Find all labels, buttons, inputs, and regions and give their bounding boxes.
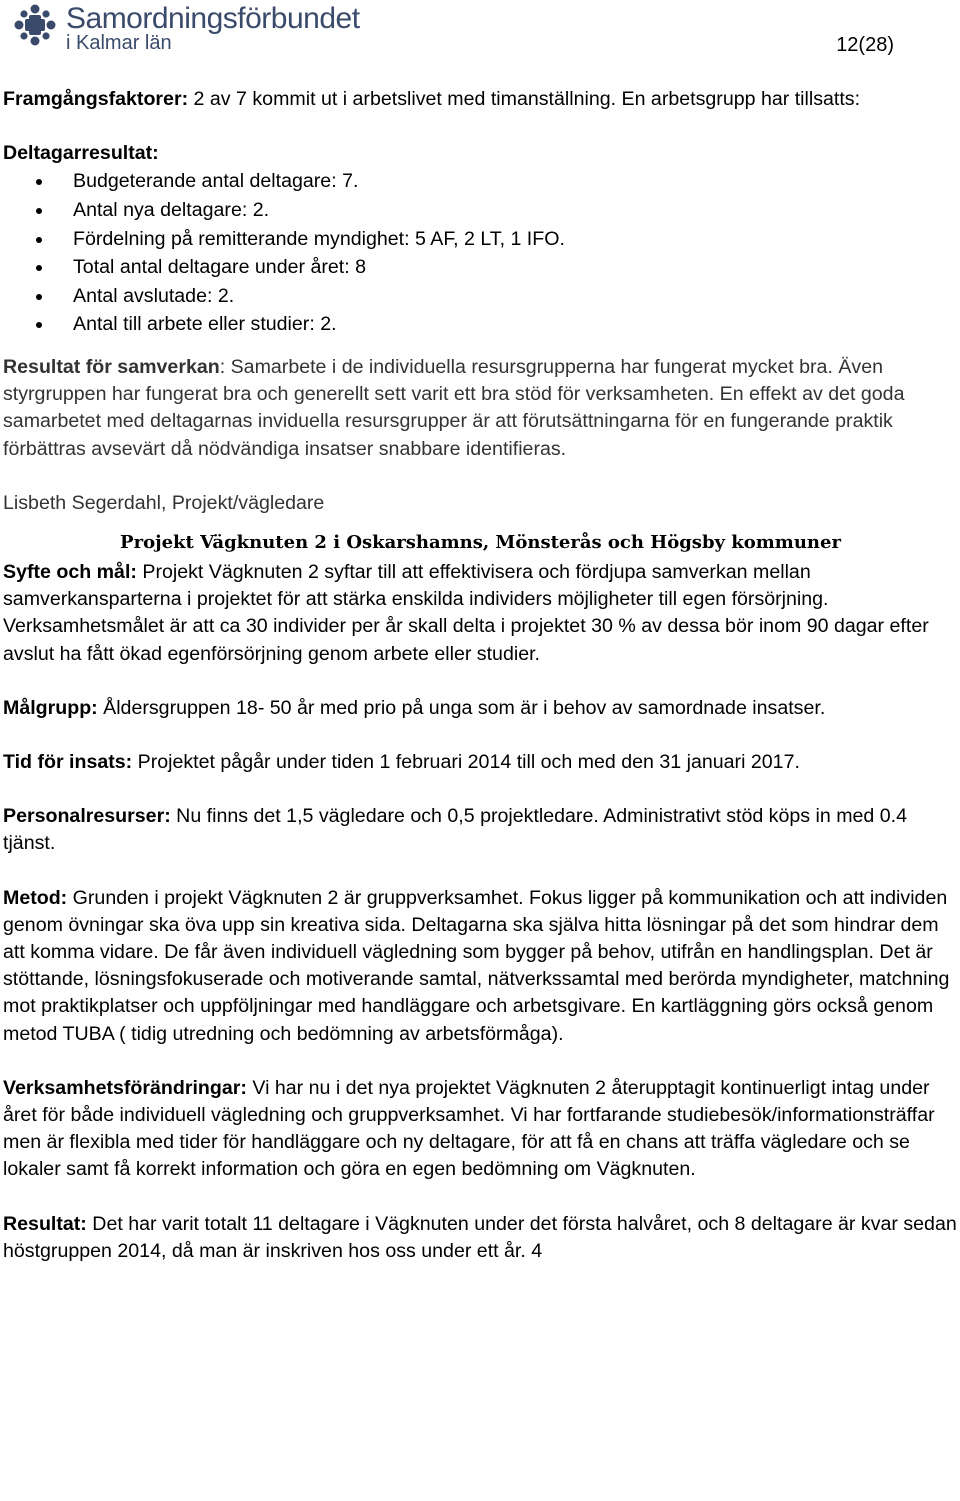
deltagarresultat-heading xyxy=(3,140,958,167)
syfte-label: Syfte och mål: xyxy=(3,560,137,583)
samverkan-paragraph xyxy=(3,354,958,463)
intro-text: 2 av 7 kommit ut i arbetslivet med timanställning. En arbetsgrupp har tillsatts: xyxy=(188,88,861,110)
personal-text: Nu finns det 1,5 vägledare och 0,5 projektledare. Administrativt stöd köps in med 0.4 tjänst. xyxy=(3,805,908,855)
personal-label: Personalresurser: xyxy=(3,805,171,828)
document-body xyxy=(3,86,958,1265)
syfte-paragraph xyxy=(3,559,958,668)
list-item: Total antal deltagare under året: 8 xyxy=(73,253,958,282)
list-item: Budgeterande antal deltagare: 7. xyxy=(73,167,958,196)
tid-label: Tid för insats: xyxy=(3,751,133,773)
malgrupp-text: Åldersgruppen 18- 50 år med prio på unga som är i behov av samordnade insatser. xyxy=(97,696,826,719)
samverkan-text: : Samarbete i de individuella resursgrupperna har fungerat mycket bra. Även styrgruppen har fungerat bra och generellt sett varit ett bra stöd för verksamheten. xyxy=(3,355,883,406)
intro-paragraph xyxy=(3,86,958,113)
list-item: Antal nya deltagare: 2. xyxy=(73,196,958,225)
deltagarresultat-list xyxy=(3,167,958,339)
intro-label: Framgångsfaktorer: xyxy=(3,88,189,110)
list-item: Antal till arbete eller studier: 2. xyxy=(73,310,958,339)
signature: Lisbeth Segerdahl, Projekt/vägledare xyxy=(3,491,325,514)
deltagarresultat-label: Deltagarresultat: xyxy=(3,142,159,165)
cross-logo-icon xyxy=(14,4,56,46)
syfte-text: Projekt Vägknuten 2 syftar till att effektivisera och fördjupa samverkan mellan samverkansparterna i projektet för att stärka enskilda individers möjligheter till egen försörjning. Verksamhetsmålet är att ca 30 individer per år skall delta i projektet 30 % av dessa bör inom 90 dagar efter avslut ha fått ökad egenförsörjning genom arbete eller studier. xyxy=(3,560,929,665)
tid-paragraph xyxy=(3,749,958,776)
tid-text: Projektet pågår under tiden 1 februari 2014 till och med den 31 januari 2017. xyxy=(132,751,800,773)
resultat-text: Det har varit totalt 11 deltagare i Vägknuten under det första halvåret, och 8 deltagare är kvar sedan höstgruppen 2014, då man är inskriven hos oss under ett år. 4 xyxy=(3,1212,957,1262)
metod-text: Grunden i projekt Vägknuten 2 är gruppverksamhet. Fokus ligger på kommunikation och att individen genom övningar ska öva upp sin kreativa sida. Deltagarna ska själva hitta lösningar på det som hindrar dem att komma vidare. De får även individuell vägledning som bygger på behov, utifrån en handlingsplan. Det är stöttande, lösningsfokuserade och motiverande samtal, nätverkssamtal med berörda myndigheter, matchning mot praktikplatser och uppföljningar med handläggare och arbetsgivare. En kartläggning görs också genom metod TUBA ( tidig utredning och bedömning av arbetsförmåga). xyxy=(3,886,950,1045)
resultat-paragraph xyxy=(3,1211,958,1265)
list-item: Fördelning på remitterande myndighet: 5 AF, 2 LT, 1 IFO. xyxy=(73,225,958,254)
forandringar-paragraph xyxy=(3,1075,958,1184)
page-number: 12(28) xyxy=(836,34,894,56)
metod-label: Metod: xyxy=(3,886,68,909)
logo-text-secondary: i Kalmar län xyxy=(66,32,172,54)
forandringar-text: Vi har nu i det nya projektet Vägknuten 2 återupptagit kontinuerligt intag under året för både individuell vägledning och gruppverksamhet. Vi har fortfarande studiebesök/informationsträffar men är flexibla med tider för handläggare och ny deltagare, för att få en chans att träffa vägledare och se lokaler samt få korrekt information och göra en egen bedömning om Vägknuten. xyxy=(3,1076,935,1181)
resultat-label: Resultat: xyxy=(3,1212,87,1235)
malgrupp-paragraph xyxy=(3,695,958,722)
personal-paragraph xyxy=(3,803,958,857)
metod-paragraph xyxy=(3,885,958,1048)
logo-text-primary: Samordningsförbundet xyxy=(66,2,360,35)
forandringar-label: Verksamhetsförändringar: xyxy=(3,1076,247,1099)
project-title: Projekt Vägknuten 2 i Oskarshamns, Mönsterås och Högsby kommuner xyxy=(120,531,841,553)
samverkan-text-2: En effekt av det goda samarbetet med deltagarnas inviduella resursgrupper är att förutsättningarna för en fungerande praktik förbättras avsevärt då nödvändiga insatser snabbare identifieras. xyxy=(3,383,905,460)
malgrupp-label: Målgrupp: xyxy=(3,696,98,719)
list-item: Antal avslutade: 2. xyxy=(73,282,958,311)
samverkan-label: Resultat för samverkan xyxy=(3,355,220,378)
